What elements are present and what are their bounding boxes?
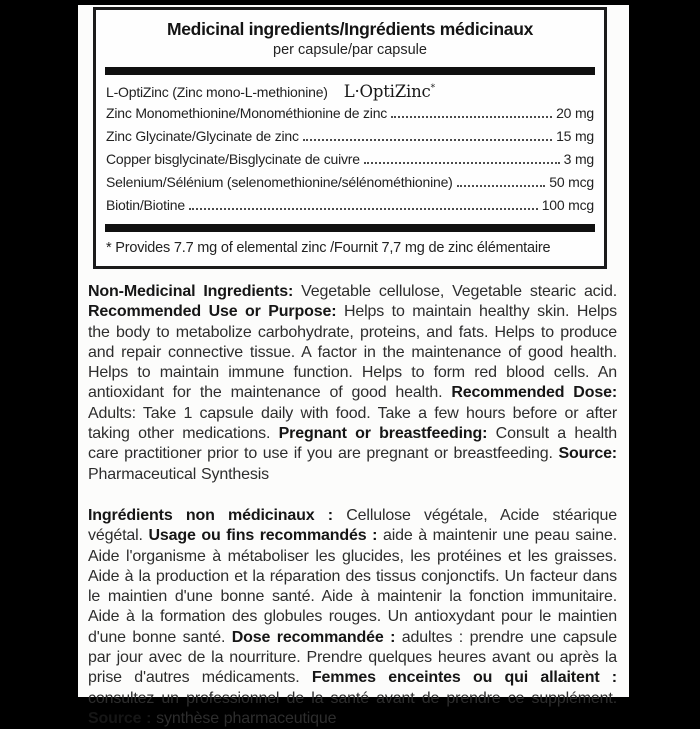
text-segment: Adults: Take 1 capsule daily with food. Take a few hours before or after taking other medications. [88,404,617,443]
dotted-leader [189,208,538,210]
text-segment: Consult a health care practitioner prior to use if you are pregnant or breastfeeding. [88,425,618,463]
supplement-label-panel [78,5,629,727]
text-segment: Usage ou fins recommandés : [148,527,378,545]
ingredient-name: Selenium/Sélénium (selenomethionine/sélénométhionine) [106,174,453,190]
ingredient-name: Zinc Monomethionine/Monométhionine de zinc [106,105,388,121]
english-directions-paragraph [88,282,617,485]
medicinal-ingredients-table [93,7,607,269]
ingredient-name: L-OptiZinc (Zinc mono-L-methionine) [106,84,328,100]
ingredient-row-biotin [106,197,594,220]
text-segment: Femmes enceintes ou qui allaitent : [311,669,617,687]
ingredient-row-zinc-glycinate [106,128,594,151]
text-segment: Helps to maintain healthy skin. Helps the body to metabolize carbohydrate, proteins, and fats. Helps to produce and repair connective tissue. A factor in the maintenance of good health. Helps to maintain immune function. Helps to form red blood cells. An antioxidant for the maintenance of good health. [88,303,617,402]
text-segment: aide à maintenir une peau saine. Aide l'organisme à métaboliser les glucides, les protéines et les graisses. Aide à la production et la réparation des tissus conjonctifs. Un facteur dans le maintien d'une bonne santé. Aide à maintenir la fonction immunitaire. Aide à la formation des globules rouges. Un antioxydant pour le maintien d'une bonne santé. [88,527,617,646]
table-divider-bar-bottom [105,224,595,232]
dotted-leader [457,185,546,187]
dotted-leader [391,116,552,118]
ingredient-rows [106,82,594,220]
text-segment: Recommended Use or Purpose: [88,303,337,321]
text-segment: Vegetable cellulose, Vegetable stearic acid. [293,283,617,300]
ingredient-amount: 3 mg [563,151,594,167]
ingredient-amount: 100 mcg [541,197,594,213]
text-segment: Pharmaceutical Synthesis [88,465,269,483]
ingredient-row-zinc-monomethionine [106,105,594,128]
dotted-leader [303,139,552,141]
ingredient-row-selenium [106,174,594,197]
text-segment: Non-Medicinal Ingredients: [88,283,294,300]
table-title: Medicinal ingredients/Ingrédients médicinaux [166,19,534,39]
per-capsule-subtitle: per capsule/par capsule [273,42,427,58]
ingredient-row-copper-bisglycinate [106,151,594,174]
ingredient-name: Zinc Glycinate/Glycinate de zinc [106,128,299,144]
ingredient-amount: 20 mg [556,105,594,121]
french-directions-paragraph [88,506,617,729]
text-segment: Source : [88,709,152,727]
ingredient-row-optizinc [106,82,594,105]
text-segment: Ingrédients non médicinaux : [88,506,333,524]
text-segment: Pregnant or breastfeeding: [278,425,488,443]
ingredient-amount: 50 mcg [549,174,594,190]
optizinc-brand-logotype: L·OptiZinc* [343,82,435,101]
ingredient-amount: 15 mg [556,128,594,144]
text-segment: Dose recommandée : [231,628,396,646]
text-segment: Source: [558,445,617,463]
text-segment: Cellulose végétale, Acide stéarique végétal. [88,506,617,545]
table-divider-bar-top [105,67,595,75]
text-segment: synthèse pharmaceutique [151,709,337,727]
footnote-asterisk: * [430,83,435,94]
dotted-leader [364,162,560,164]
text-segment: consultez un professionnel de la santé avant de prendre ce supplément. [88,689,617,707]
ingredient-name: Biotin/Biotine [106,197,185,213]
elemental-zinc-footnote: * Provides 7.7 mg of elemental zinc /Fournit 7,7 mg de zinc élémentaire [106,240,551,256]
ingredient-name: Copper bisglycinate/Bisglycinate de cuivre [106,151,360,167]
text-segment: Recommended Dose: [451,384,617,402]
text-segment: adultes : prendre une capsule par jour avec de la nourriture. Prendre quelques heures avant ou après la prise d'autres médicaments. [88,628,617,687]
